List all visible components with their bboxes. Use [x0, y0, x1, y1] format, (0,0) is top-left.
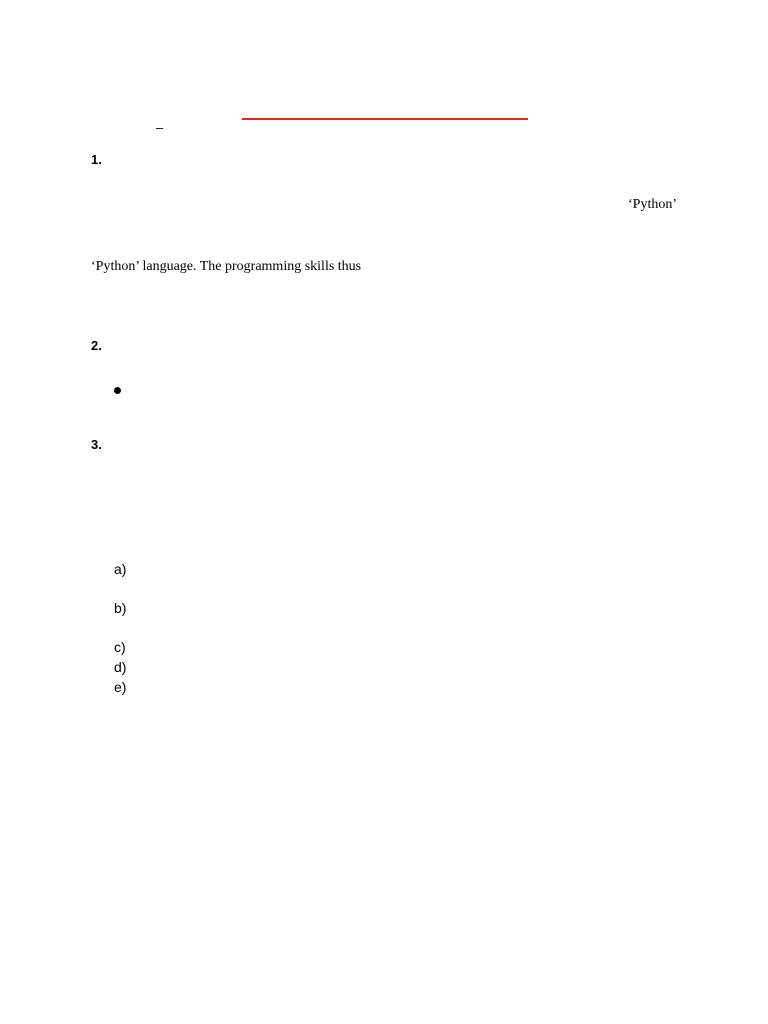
- list-item-c: c): [114, 639, 126, 655]
- section-number-3: 3.: [91, 437, 102, 452]
- list-item-a: a): [114, 561, 127, 577]
- paragraph-line: ‘Python’ language. The programming skills thus: [91, 259, 362, 274]
- section-number-2: 2.: [91, 338, 102, 353]
- list-item-b: b): [114, 600, 127, 616]
- list-item-e: e): [114, 679, 127, 695]
- bullet-point: [114, 387, 121, 394]
- list-item-d: d): [114, 659, 127, 675]
- section-number-1: 1.: [91, 152, 102, 167]
- python-term: ‘Python’: [628, 197, 677, 212]
- title-underline: [242, 118, 528, 120]
- header-dash: –: [156, 120, 164, 135]
